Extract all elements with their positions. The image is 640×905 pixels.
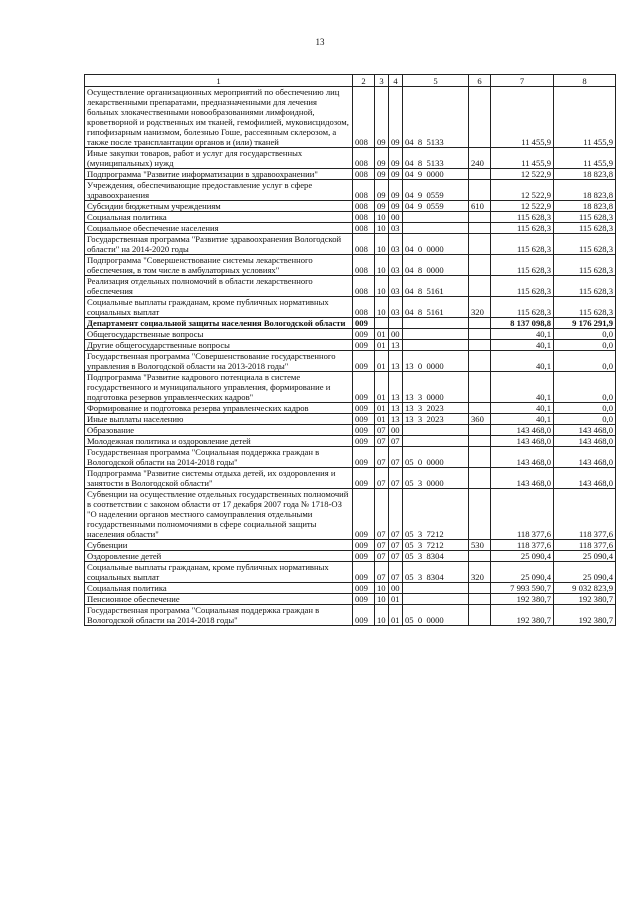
header-col-8: 8 [554, 75, 616, 87]
row-ved-code: 009 [353, 329, 375, 340]
row-ved-code: 008 [353, 169, 375, 180]
row-target-article [403, 223, 469, 234]
table-row [85, 540, 616, 551]
row-section-code: 07 [375, 540, 389, 551]
row-target-article: 05 0 0000 [403, 447, 469, 468]
table-row [85, 414, 616, 425]
row-amount-1: 143 468,0 [491, 468, 554, 489]
row-target-article [403, 212, 469, 223]
row-expense-type [469, 447, 491, 468]
row-amount-1: 25 090,4 [491, 551, 554, 562]
header-col-6: 6 [469, 75, 491, 87]
row-amount-2: 18 823,8 [554, 169, 616, 180]
row-subsection-code: 00 [389, 425, 403, 436]
row-section-code: 07 [375, 436, 389, 447]
row-section-code: 10 [375, 583, 389, 594]
row-name: Субвенции на осуществление отдельных государственных полномочий в соответствии с законом области от 17 декабря 2007 года № 1718-ОЗ "О наделении органов местного самоуправления отдельными государственными полномочиями в сфере социальной защиты населения области" [85, 489, 353, 540]
row-ved-code: 008 [353, 180, 375, 201]
row-expense-type [469, 425, 491, 436]
row-amount-2: 115 628,3 [554, 223, 616, 234]
row-expense-type [469, 436, 491, 447]
row-target-article [403, 583, 469, 594]
row-amount-2: 115 628,3 [554, 212, 616, 223]
row-target-article: 04 9 0000 [403, 169, 469, 180]
row-ved-code: 008 [353, 276, 375, 297]
row-ved-code: 009 [353, 403, 375, 414]
row-target-article: 05 3 0000 [403, 468, 469, 489]
row-expense-type [469, 223, 491, 234]
row-expense-type [469, 169, 491, 180]
table-row [85, 372, 616, 403]
row-name: Иные выплаты населению [85, 414, 353, 425]
table-row [85, 297, 616, 318]
row-ved-code: 009 [353, 436, 375, 447]
row-expense-type [469, 583, 491, 594]
row-amount-2: 25 090,4 [554, 562, 616, 583]
row-subsection-code [389, 318, 403, 329]
row-name: Подпрограмма "Развитие информатизации в здравоохранении" [85, 169, 353, 180]
row-section-code: 10 [375, 234, 389, 255]
row-section-code: 01 [375, 372, 389, 403]
table-row [85, 583, 616, 594]
row-subsection-code: 07 [389, 468, 403, 489]
row-amount-1: 25 090,4 [491, 562, 554, 583]
row-subsection-code: 03 [389, 255, 403, 276]
row-target-article: 13 0 0000 [403, 351, 469, 372]
row-name: Социальное обеспечение населения [85, 223, 353, 234]
row-expense-type [469, 551, 491, 562]
row-ved-code: 009 [353, 340, 375, 351]
row-subsection-code: 09 [389, 169, 403, 180]
row-amount-2: 9 176 291,9 [554, 318, 616, 329]
row-section-code: 10 [375, 276, 389, 297]
row-subsection-code: 07 [389, 436, 403, 447]
row-section-code: 07 [375, 562, 389, 583]
row-expense-type: 320 [469, 562, 491, 583]
table-row [85, 594, 616, 605]
table-row [85, 223, 616, 234]
row-expense-type [469, 87, 491, 148]
row-ved-code: 008 [353, 234, 375, 255]
row-ved-code: 008 [353, 297, 375, 318]
row-amount-1: 143 468,0 [491, 436, 554, 447]
row-amount-2: 18 823,8 [554, 201, 616, 212]
row-subsection-code: 13 [389, 351, 403, 372]
row-name: Государственная программа "Совершенствование государственного управления в Вологодской области на 2013-2018 годы" [85, 351, 353, 372]
row-subsection-code: 13 [389, 372, 403, 403]
budget-table [84, 74, 616, 626]
row-subsection-code: 01 [389, 605, 403, 626]
row-ved-code: 009 [353, 447, 375, 468]
table-row [85, 180, 616, 201]
row-expense-type [469, 594, 491, 605]
table-row [85, 212, 616, 223]
row-target-article [403, 318, 469, 329]
row-subsection-code: 07 [389, 540, 403, 551]
row-amount-1: 115 628,3 [491, 297, 554, 318]
row-amount-2: 0,0 [554, 351, 616, 372]
row-target-article: 04 9 0559 [403, 201, 469, 212]
row-subsection-code: 09 [389, 87, 403, 148]
row-amount-2: 25 090,4 [554, 551, 616, 562]
row-section-code: 10 [375, 255, 389, 276]
row-name: Реализация отдельных полномочий в области лекарственного обеспечения [85, 276, 353, 297]
row-target-article [403, 594, 469, 605]
row-amount-2: 143 468,0 [554, 425, 616, 436]
row-section-code: 09 [375, 180, 389, 201]
row-amount-1: 115 628,3 [491, 255, 554, 276]
row-name: Образование [85, 425, 353, 436]
table-row [85, 234, 616, 255]
table-row [85, 318, 616, 329]
row-section-code: 09 [375, 148, 389, 169]
row-expense-type [469, 489, 491, 540]
row-amount-1: 143 468,0 [491, 425, 554, 436]
row-amount-1: 118 377,6 [491, 489, 554, 540]
row-amount-1: 40,1 [491, 329, 554, 340]
row-subsection-code: 07 [389, 489, 403, 540]
row-target-article: 04 8 5133 [403, 87, 469, 148]
row-ved-code: 008 [353, 87, 375, 148]
row-subsection-code: 13 [389, 340, 403, 351]
row-name: Пенсионное обеспечение [85, 594, 353, 605]
row-amount-1: 115 628,3 [491, 223, 554, 234]
row-name: Оздоровление детей [85, 551, 353, 562]
row-section-code: 09 [375, 169, 389, 180]
row-ved-code: 009 [353, 551, 375, 562]
row-amount-2: 9 032 823,9 [554, 583, 616, 594]
table-row [85, 169, 616, 180]
row-subsection-code: 00 [389, 329, 403, 340]
row-name: Субсидии бюджетным учреждениям [85, 201, 353, 212]
row-target-article [403, 425, 469, 436]
row-target-article: 04 8 5133 [403, 148, 469, 169]
row-ved-code: 009 [353, 372, 375, 403]
row-target-article: 04 8 5161 [403, 276, 469, 297]
row-amount-2: 0,0 [554, 329, 616, 340]
row-target-article: 05 0 0000 [403, 605, 469, 626]
table-row [85, 403, 616, 414]
row-amount-1: 115 628,3 [491, 234, 554, 255]
row-subsection-code: 07 [389, 447, 403, 468]
row-section-code: 07 [375, 425, 389, 436]
row-section-code: 10 [375, 297, 389, 318]
header-col-3: 3 [375, 75, 389, 87]
table-row [85, 148, 616, 169]
table-header-row [85, 75, 616, 87]
row-expense-type: 360 [469, 414, 491, 425]
table-row [85, 201, 616, 212]
row-name: Учреждения, обеспечивающие предоставление услуг в сфере здравоохранения [85, 180, 353, 201]
row-expense-type [469, 318, 491, 329]
row-ved-code: 009 [353, 468, 375, 489]
row-name: Общегосударственные вопросы [85, 329, 353, 340]
row-amount-2: 118 377,6 [554, 489, 616, 540]
row-expense-type [469, 340, 491, 351]
row-ved-code: 009 [353, 414, 375, 425]
row-target-article: 04 8 0000 [403, 255, 469, 276]
row-amount-1: 40,1 [491, 414, 554, 425]
row-name: Подпрограмма "Совершенствование системы лекарственного обеспечения, в том числе в амбулаторных условиях" [85, 255, 353, 276]
row-ved-code: 009 [353, 540, 375, 551]
table-row [85, 562, 616, 583]
row-amount-1: 40,1 [491, 340, 554, 351]
row-expense-type: 530 [469, 540, 491, 551]
row-amount-1: 7 993 590,7 [491, 583, 554, 594]
table-row [85, 255, 616, 276]
row-target-article: 13 3 0000 [403, 372, 469, 403]
row-ved-code: 009 [353, 583, 375, 594]
row-expense-type [469, 276, 491, 297]
row-section-code: 10 [375, 594, 389, 605]
row-section-code: 01 [375, 340, 389, 351]
row-section-code: 09 [375, 87, 389, 148]
row-amount-1: 115 628,3 [491, 276, 554, 297]
row-target-article: 05 3 8304 [403, 562, 469, 583]
row-expense-type [469, 351, 491, 372]
row-amount-2: 0,0 [554, 403, 616, 414]
row-amount-2: 115 628,3 [554, 234, 616, 255]
row-amount-1: 11 455,9 [491, 87, 554, 148]
row-expense-type: 610 [469, 201, 491, 212]
row-ved-code: 009 [353, 605, 375, 626]
row-amount-2: 115 628,3 [554, 297, 616, 318]
row-section-code: 10 [375, 212, 389, 223]
row-ved-code: 008 [353, 148, 375, 169]
row-amount-2: 115 628,3 [554, 276, 616, 297]
row-amount-1: 192 380,7 [491, 605, 554, 626]
table-row [85, 329, 616, 340]
table-row [85, 276, 616, 297]
row-target-article: 05 3 7212 [403, 489, 469, 540]
header-col-2: 2 [353, 75, 375, 87]
row-expense-type: 320 [469, 297, 491, 318]
row-amount-2: 192 380,7 [554, 594, 616, 605]
header-col-7: 7 [491, 75, 554, 87]
table-row [85, 340, 616, 351]
table-row [85, 489, 616, 540]
row-ved-code: 009 [353, 594, 375, 605]
row-target-article: 04 0 0000 [403, 234, 469, 255]
row-amount-2: 0,0 [554, 340, 616, 351]
row-name: Подпрограмма "Развитие кадрового потенциала в системе государственного и муниципального управления, формирование и подготовка резервов управленческих кадров" [85, 372, 353, 403]
row-subsection-code: 13 [389, 414, 403, 425]
row-expense-type [469, 180, 491, 201]
row-name: Молодежная политика и оздоровление детей [85, 436, 353, 447]
row-name: Государственная программа "Социальная поддержка граждан в Вологодской области на 2014-2018 годы" [85, 605, 353, 626]
row-section-code: 01 [375, 403, 389, 414]
row-section-code: 01 [375, 414, 389, 425]
row-ved-code: 009 [353, 351, 375, 372]
table-row [85, 447, 616, 468]
row-name: Социальные выплаты гражданам, кроме публичных нормативных социальных выплат [85, 562, 353, 583]
row-expense-type [469, 372, 491, 403]
row-subsection-code: 03 [389, 276, 403, 297]
row-amount-1: 8 137 098,8 [491, 318, 554, 329]
row-amount-1: 40,1 [491, 403, 554, 414]
row-subsection-code: 07 [389, 551, 403, 562]
row-name: Государственная программа "Социальная поддержка граждан в Вологодской области на 2014-2018 годы" [85, 447, 353, 468]
table-row [85, 551, 616, 562]
row-subsection-code: 13 [389, 403, 403, 414]
table-row [85, 605, 616, 626]
row-ved-code: 009 [353, 318, 375, 329]
row-expense-type: 240 [469, 148, 491, 169]
row-amount-2: 143 468,0 [554, 436, 616, 447]
row-name: Департамент социальной защиты населения Вологодской области [85, 318, 353, 329]
row-name: Социальные выплаты гражданам, кроме публичных нормативных социальных выплат [85, 297, 353, 318]
row-name: Социальная политика [85, 212, 353, 223]
row-target-article: 04 9 0559 [403, 180, 469, 201]
row-name: Социальная политика [85, 583, 353, 594]
row-name: Другие общегосударственные вопросы [85, 340, 353, 351]
row-expense-type [469, 329, 491, 340]
row-expense-type [469, 403, 491, 414]
header-col-1: 1 [85, 75, 353, 87]
row-name: Подпрограмма "Развитие системы отдыха детей, их оздоровления и занятости в Вологодской области" [85, 468, 353, 489]
row-subsection-code: 09 [389, 148, 403, 169]
row-section-code: 10 [375, 605, 389, 626]
table-row [85, 436, 616, 447]
row-amount-1: 12 522,9 [491, 180, 554, 201]
row-expense-type [469, 255, 491, 276]
row-amount-2: 143 468,0 [554, 468, 616, 489]
row-section-code: 09 [375, 201, 389, 212]
row-subsection-code: 09 [389, 180, 403, 201]
table-row [85, 87, 616, 148]
row-expense-type [469, 468, 491, 489]
row-section-code: 07 [375, 489, 389, 540]
row-amount-1: 40,1 [491, 372, 554, 403]
row-amount-2: 18 823,8 [554, 180, 616, 201]
row-amount-2: 11 455,9 [554, 87, 616, 148]
row-target-article [403, 436, 469, 447]
row-section-code: 01 [375, 351, 389, 372]
row-amount-2: 192 380,7 [554, 605, 616, 626]
row-target-article: 13 3 2023 [403, 414, 469, 425]
row-name: Субвенции [85, 540, 353, 551]
row-ved-code: 009 [353, 489, 375, 540]
row-amount-1: 12 522,9 [491, 169, 554, 180]
row-target-article: 04 8 5161 [403, 297, 469, 318]
row-name: Государственная программа "Развитие здравоохранения Вологодской области" на 2014-2020 годы [85, 234, 353, 255]
table-row [85, 425, 616, 436]
row-amount-1: 115 628,3 [491, 212, 554, 223]
row-ved-code: 009 [353, 425, 375, 436]
row-subsection-code: 03 [389, 223, 403, 234]
row-target-article [403, 329, 469, 340]
row-amount-1: 11 455,9 [491, 148, 554, 169]
row-subsection-code: 03 [389, 234, 403, 255]
row-amount-2: 0,0 [554, 414, 616, 425]
row-expense-type [469, 605, 491, 626]
row-ved-code: 008 [353, 255, 375, 276]
row-amount-2: 143 468,0 [554, 447, 616, 468]
row-ved-code: 008 [353, 212, 375, 223]
row-section-code: 07 [375, 447, 389, 468]
header-col-5: 5 [403, 75, 469, 87]
row-amount-1: 143 468,0 [491, 447, 554, 468]
row-section-code [375, 318, 389, 329]
header-col-4: 4 [389, 75, 403, 87]
row-ved-code: 008 [353, 201, 375, 212]
row-subsection-code: 00 [389, 583, 403, 594]
row-section-code: 01 [375, 329, 389, 340]
row-ved-code: 008 [353, 223, 375, 234]
row-target-article: 05 3 8304 [403, 551, 469, 562]
row-expense-type [469, 234, 491, 255]
row-amount-1: 40,1 [491, 351, 554, 372]
row-section-code: 07 [375, 468, 389, 489]
row-name: Формирование и подготовка резерва управленческих кадров [85, 403, 353, 414]
page-number: 13 [315, 37, 325, 47]
row-section-code: 07 [375, 551, 389, 562]
row-amount-1: 12 522,9 [491, 201, 554, 212]
row-amount-2: 115 628,3 [554, 255, 616, 276]
row-subsection-code: 01 [389, 594, 403, 605]
row-target-article [403, 340, 469, 351]
row-amount-2: 0,0 [554, 372, 616, 403]
row-target-article: 05 3 7212 [403, 540, 469, 551]
row-ved-code: 009 [353, 562, 375, 583]
table-row [85, 351, 616, 372]
row-amount-2: 118 377,6 [554, 540, 616, 551]
row-amount-2: 11 455,9 [554, 148, 616, 169]
row-subsection-code: 07 [389, 562, 403, 583]
row-name: Осуществление организационных мероприятий по обеспечению лиц лекарственными препаратами, предназначенными для лечения больных злокачественными новообразованиями лимфоидной, кроветворной и родственных им тканей, гемофилией, муковисцидозом, гипофизарным нанизмом, болезнью Гоше, рассеянным склерозом, а также после трансплантации органов и (или) тканей [85, 87, 353, 148]
row-section-code: 10 [375, 223, 389, 234]
row-amount-1: 192 380,7 [491, 594, 554, 605]
row-subsection-code: 03 [389, 297, 403, 318]
row-expense-type [469, 212, 491, 223]
row-name: Иные закупки товаров, работ и услуг для государственных (муниципальных) нужд [85, 148, 353, 169]
row-subsection-code: 00 [389, 212, 403, 223]
row-subsection-code: 09 [389, 201, 403, 212]
row-amount-1: 118 377,6 [491, 540, 554, 551]
row-target-article: 13 3 2023 [403, 403, 469, 414]
table-row [85, 468, 616, 489]
